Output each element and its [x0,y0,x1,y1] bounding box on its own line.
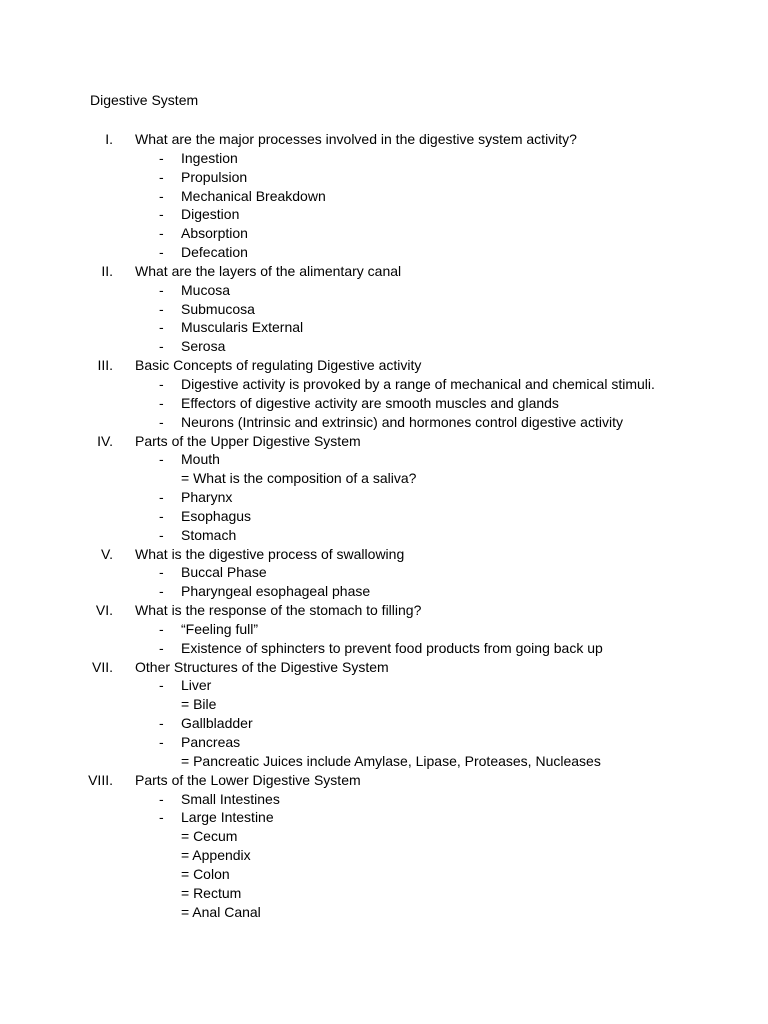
bullet-dash: - [159,639,164,656]
bullet-dash: - [159,583,164,600]
list-item [0,752,768,771]
list-item-text: Liver [181,677,212,694]
list-item-text: Pancreas [181,734,241,750]
bullet-dash: - [159,790,164,807]
section-numeral: VII. [91,658,113,675]
list-item [0,205,768,224]
bullet-dash: - [159,507,164,524]
list-item-text: Stomach [181,526,237,543]
bullet-dash: - [159,168,164,185]
list-item [0,733,768,752]
list-item [0,639,768,658]
bullet-dash: - [159,244,164,261]
bullet-dash: - [159,319,164,336]
bullet-dash: - [159,715,164,732]
section-numeral: I. [105,131,113,147]
bullet-dash: - [159,225,164,242]
section-numeral: VIII. [88,771,113,788]
section-heading [0,601,768,620]
list-item-text: Muscularis External [181,319,304,336]
section-numeral: V. [101,545,113,562]
list-item [0,469,768,488]
bullet-dash: - [159,375,164,392]
list-item-text: Serosa [181,338,226,355]
list-item-text: Small Intestines [181,790,280,807]
list-item [0,846,768,865]
section-heading [0,771,768,790]
bullet-dash: - [159,281,164,298]
bullet-dash: - [159,300,164,317]
list-item [0,827,768,846]
section-heading [0,658,768,677]
list-item [0,450,768,469]
list-item-text: “Feeling full” [181,620,259,637]
section-heading-text: What are the major processes involved in the digestive system activity? [135,131,577,147]
list-item-text: Neurons (Intrinsic and extrinsic) and hormones control digestive activity [181,413,623,430]
list-item-text: Mucosa [181,281,231,298]
list-item-text: Existence of sphincters to prevent food products from going back up [181,639,603,656]
bullet-dash: - [159,149,164,166]
list-item-text: Mechanical Breakdown [181,187,326,204]
bullet-dash: - [159,526,164,543]
list-item [0,149,768,168]
bullet-dash: - [159,413,164,430]
list-item-text: Ingestion [181,149,238,166]
list-item-text: Defecation [181,244,248,261]
list-item-text: Submucosa [181,300,255,317]
list-item [0,790,768,809]
document-title: Digestive System [90,92,199,108]
bullet-dash: - [159,338,164,355]
list-item [0,507,768,526]
bullet-dash: - [159,394,164,411]
bullet-dash: - [159,677,164,694]
sub-item-text: = Cecum [181,828,238,845]
section-heading-text: Other Structures of the Digestive System [135,658,389,675]
list-item-text: Absorption [181,225,248,242]
bullet-dash: - [159,564,164,581]
list-item [0,281,768,300]
section-heading-text: Parts of the Upper Digestive System [135,432,361,449]
list-item [0,394,768,413]
list-item [0,695,768,714]
sub-item-text: = Colon [181,865,230,882]
list-item [0,224,768,243]
section-heading [0,130,768,149]
sub-item-text: = What is the composition of a saliva? [181,470,417,487]
list-item-text: Esophagus [181,507,252,524]
list-item-text: Pharyngeal esophageal phase [181,583,371,600]
list-item [0,676,768,695]
section-heading-text: What is the response of the stomach to filling? [135,602,422,619]
list-item [0,337,768,356]
list-item-text: Digestive activity is provoked by a range of mechanical and chemical stimuli. [181,375,655,392]
list-item [0,243,768,262]
list-item [0,318,768,337]
list-item [0,903,768,922]
list-item-text: Mouth [181,451,220,468]
list-item-text: Large Intestine [181,809,274,826]
list-item-text: Propulsion [181,168,248,185]
bullet-dash: - [159,809,164,826]
list-item [0,526,768,545]
list-item-text: Digestion [181,206,240,223]
section-heading [0,545,768,564]
section-numeral: II. [101,262,113,279]
list-item [0,865,768,884]
section-heading-text: What is the digestive process of swallowing [135,545,405,562]
list-item-text: Gallbladder [181,715,253,732]
section-heading [0,262,768,281]
section-heading [0,432,768,451]
outline-list [0,130,768,921]
section-heading [0,356,768,375]
bullet-dash: - [159,206,164,223]
section-numeral: VI. [95,602,113,619]
section-numeral: IV. [97,432,113,449]
list-item [0,563,768,582]
bullet-dash: - [159,489,164,506]
section-heading-text: Basic Concepts of regulating Digestive activity [135,357,422,374]
sub-item-text: = Bile [181,696,217,713]
list-item-text: Pharynx [181,489,233,506]
list-item-text: Buccal Phase [181,564,267,581]
list-item [0,375,768,394]
sub-item-text: = Anal Canal [181,903,261,920]
list-item [0,488,768,507]
bullet-dash: - [159,187,164,204]
list-item [0,582,768,601]
list-item [0,714,768,733]
list-item [0,884,768,903]
bullet-dash: - [159,451,164,468]
list-item [0,808,768,827]
section-heading-text: What are the layers of the alimentary canal [135,262,402,279]
section-heading-text: Parts of the Lower Digestive System [135,771,361,788]
list-item [0,413,768,432]
bullet-dash: - [159,620,164,637]
sub-item-text: = Rectum [181,884,242,901]
list-item [0,620,768,639]
bullet-dash: - [159,734,164,750]
list-item [0,187,768,206]
sub-item-text: = Pancreatic Juices include Amylase, Lipase, Proteases, Nucleases [181,752,601,769]
section-numeral: III. [97,357,113,374]
sub-item-text: = Appendix [181,847,251,864]
list-item [0,300,768,319]
list-item-text: Effectors of digestive activity are smooth muscles and glands [181,394,559,411]
list-item [0,168,768,187]
